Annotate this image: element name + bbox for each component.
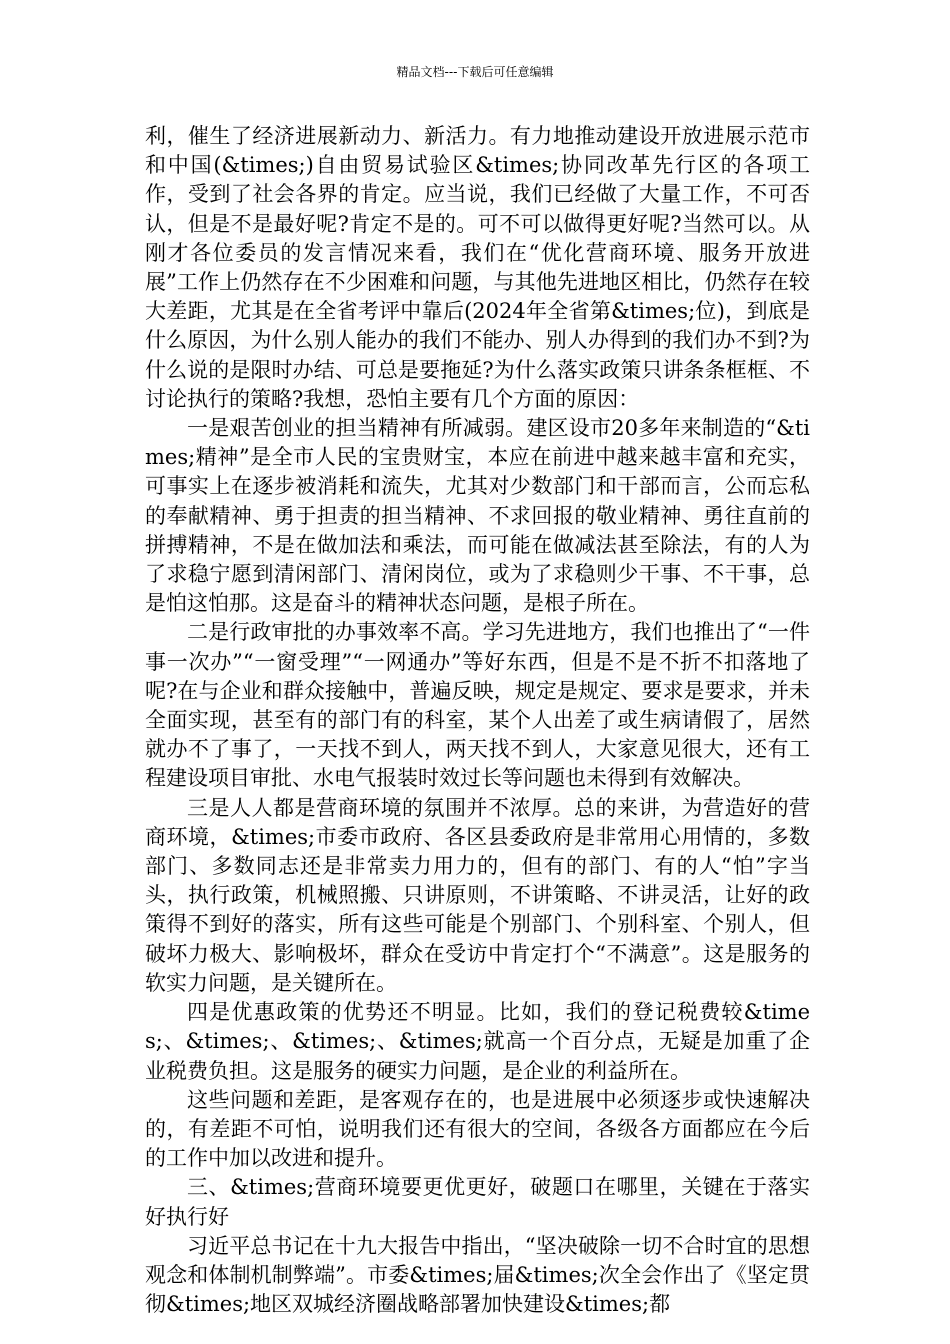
paragraph-5: 四是优惠政策的优势还不明显。比如，我们的登记税费较&times;、&times;、&times;、&times;就高一个百分点，无疑是加重了企业税费负担。这是服务的硬实力问题，是企业的利益所在。 [145,1000,810,1083]
section-heading: 三、&times;营商环境要更优更好，破题口在哪里，关键在于落实好执行好 [145,1175,810,1229]
paragraph-7: 习近平总书记在十九大报告中指出，“坚决破除一切不合时宜的思想观念和体制机制弊端”。市委&times;届&times;次全会作出了《坚定贯彻&times;地区双城经济圈战略部署加快建设&times;都 [145,1233,810,1317]
paragraph-1: 利，催生了经济进展新动力、新活力。有力地推动建设开放进展示范市和中国(&times;)自由贸易试验区&times;协同改革先行区的各项工作，受到了社会各界的肯定。应当说，我们已经做了大量工作，不可否认，但是不是最好呢?肯定不是的。可不可以做得更好呢?当然可以。从刚才各位委员的发言情况来看，我们在“优化营商环境、服务开放进展”工作上仍然存在不少困难和问题，与其他先进地区相比，仍然存在较大差距，尤其是在全省考评中靠后(2024年全省第&times;位)，到底是什么原因，为什么别人能办的我们不能办、别人办得到的我们办不到?为什么说的是限时办结、可总是要拖延?为什么落实政策只讲条条框框、不讨论执行的策略?我想，恐怕主要有几个方面的原因： [145,124,810,411]
paragraph-2: 一是艰苦创业的担当精神有所减弱。建区设市20多年来制造的“&times;精神”是全市人民的宝贵财宝，本应在前进中越来越丰富和充实，可事实上在逐步被消耗和流失，尤其对少数部门和干部而言，公而忘私的奉献精神、勇于担责的担当精神、不求回报的敬业精神、勇往直前的拼搏精神，不是在做加法和乘法，而可能在做减法甚至除法，有的人为了求稳宁愿到清闲部门、清闲岗位，或为了求稳则少干事、不干事，总是怕这怕那。这是奋斗的精神状态问题，是根子所在。 [145,416,810,616]
paragraph-6: 这些问题和差距，是客观存在的，也是进展中必须逐步或快速解决的，有差距不可怕，说明我们还有很大的空间，各级各方面都应在今后的工作中加以改进和提升。 [145,1087,810,1171]
page-header: 精品文档---下载后可任意编辑 [396,65,554,79]
document-body [145,122,810,1319]
paragraph-4: 三是人人都是营商环境的氛围并不浓厚。总的来讲，为营造好的营商环境，&times;市委市政府、各区县委政府是非常用心用情的，多数部门、多数同志还是非常卖力用力的，但有的部门、有的人“怕”字当头，执行政策，机械照搬、只讲原则，不讲策略、不讲灵活，让好的政策得不到好的落实，所有这些可能是个别部门、个别科室、个别人，但破坏力极大、影响极坏，群众在受访中肯定打个“不满意”。这是服务的软实力问题，是关键所在。 [145,795,810,995]
paragraph-3: 二是行政审批的办事效率不高。学习先进地方，我们也推出了“一件事一次办”“一窗受理”“一网通办”等好东西，但是不是不折不扣落地了呢?在与企业和群众接触中，普遍反映，规定是规定、要求是要求，并未全面实现，甚至有的部门有的科室，某个人出差了或生病请假了，居然就办不了事了，一天找不到人，两天找不到人，大家意见很大，还有工程建设项目审批、水电气报装时效过长等问题也未得到有效解决。 [145,620,810,791]
